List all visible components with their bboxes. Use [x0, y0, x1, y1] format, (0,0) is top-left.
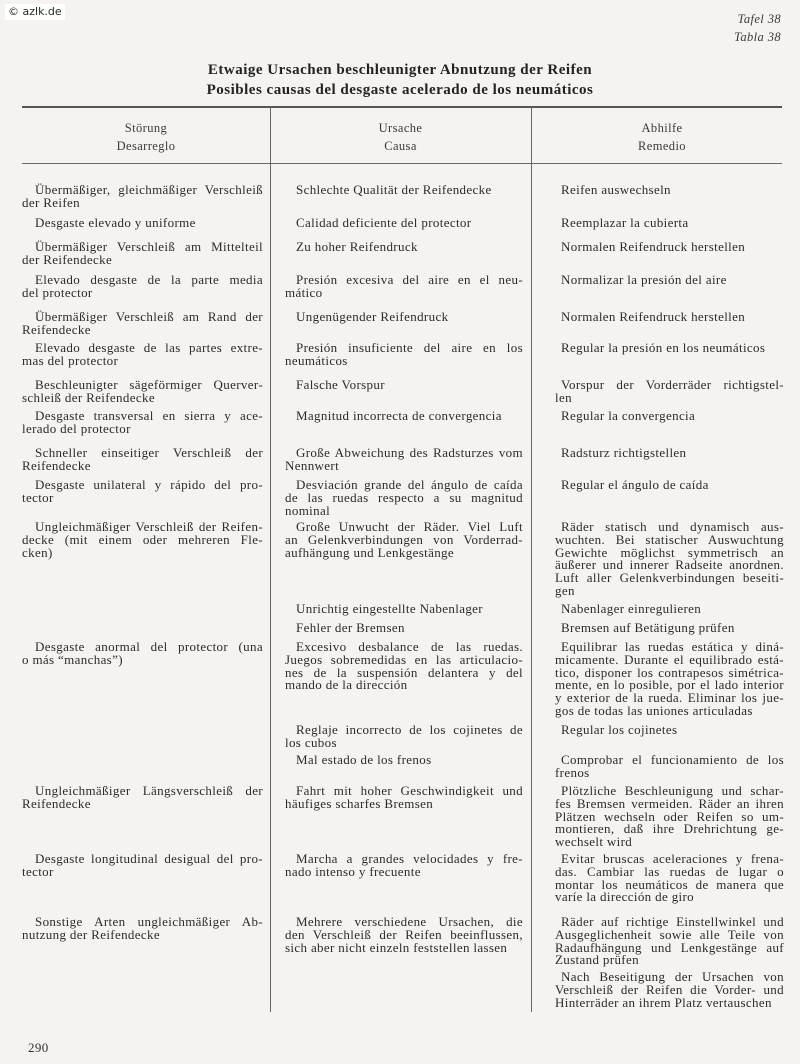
- text-line: Mal estado de los frenos: [296, 752, 432, 767]
- abhilfe-cell: [555, 379, 784, 405]
- text-line: varíe la dirección de giro: [555, 889, 695, 905]
- ursache-cell: [285, 342, 523, 368]
- text-line: mas del protector: [22, 352, 119, 368]
- watermark-text: © azlk.de: [5, 4, 65, 20]
- text-line: mente, en lo posible, por el lado interior: [555, 677, 784, 693]
- text-line: Ungleichmäßiger Verschleiß der Reifen-: [35, 519, 263, 534]
- ursache-cell: [285, 274, 523, 300]
- text-line: Fahrt mit hoher Geschwindigkeit und: [296, 783, 523, 798]
- abhilfe-cell: [555, 447, 784, 460]
- ursache-cell: [285, 603, 523, 616]
- ursache-cell: [285, 241, 523, 254]
- text-line: wuchten. Bei statischer Auswuchtung: [555, 531, 784, 547]
- stoerung-cell: [22, 479, 263, 505]
- abhilfe-cell: [555, 622, 784, 635]
- text-line: tico, disponer los contrapesos simétrica-: [555, 664, 784, 680]
- text-line: Desgaste elevado y uniforme: [35, 215, 196, 230]
- text-line: Desgaste unilateral y rápido del pro-: [35, 477, 263, 492]
- text-line: Reifen auswechseln: [561, 182, 671, 197]
- ursache-cell: [285, 217, 523, 230]
- table-number-de: Tafel 38: [737, 12, 781, 26]
- text-line: Ungleichmäßiger Längsverschleiß der: [35, 783, 263, 798]
- text-line: Gewichte möglichst symmetrisch an: [555, 544, 784, 560]
- ursache-cell: [285, 521, 523, 559]
- text-line: Plötzliche Beschleunigung und schar-: [561, 783, 784, 798]
- text-line: de las ruedas respecto a su magnitud: [285, 489, 523, 505]
- text-line: len: [555, 389, 572, 405]
- ursache-cell: [285, 622, 523, 635]
- text-line: Übermäßiger, gleichmäßiger Verschleiß: [35, 182, 263, 197]
- stoerung-cell: [22, 342, 263, 368]
- column-header-label-de: Störung: [124, 121, 168, 135]
- text-line: Reifendecke: [22, 321, 91, 337]
- stoerung-cell: [22, 217, 263, 230]
- abhilfe-cell: [555, 754, 784, 780]
- text-line: Radaufhängung und Lenkgestänge auf: [555, 939, 784, 955]
- ursache-cell: [285, 754, 523, 767]
- text-line: neumáticos: [285, 352, 348, 368]
- stoerung-cell: [22, 916, 263, 942]
- stoerung-cell: [22, 184, 263, 210]
- text-line: mático: [285, 284, 323, 300]
- text-line: Regular el ángulo de caída: [561, 477, 709, 492]
- text-line: tector: [22, 863, 54, 879]
- text-line: Große Abweichung des Radsturzes vom: [296, 445, 523, 460]
- text-line: los cubos: [285, 734, 337, 750]
- text-line: das. Cambiar las ruedas de lugar o: [555, 863, 784, 879]
- column-header-label-de: Abhilfe: [641, 121, 683, 135]
- abhilfe-cell: [555, 342, 784, 355]
- abhilfe-cell: [555, 479, 784, 492]
- text-line: micamente. Durante el equilibrado está-: [555, 651, 784, 667]
- text-line: schleiß der Reifendecke: [22, 389, 155, 405]
- text-line: nominal: [285, 502, 331, 518]
- text-line: Vorspur der Vorderräder richtigstel-: [561, 377, 784, 392]
- ursache-cell: [285, 785, 523, 811]
- text-line: Nennwert: [285, 457, 340, 473]
- text-line: Reifendecke: [22, 795, 91, 811]
- text-line: Radsturz richtigstellen: [561, 445, 687, 460]
- text-line: Schlechte Qualität der Reifendecke: [296, 182, 492, 197]
- text-line: der Reifen: [22, 194, 81, 210]
- text-line: lerado del protector: [22, 420, 131, 436]
- text-line: Magnitud incorrecta de convergencia: [296, 408, 502, 423]
- stoerung-cell: [22, 447, 263, 473]
- text-line: cken): [22, 544, 53, 560]
- abhilfe-cell: [555, 311, 784, 324]
- text-line: Comprobar el funcionamiento de los: [561, 752, 784, 767]
- page-title-es: Posibles causas del desgaste acelerado de los neumáticos: [206, 82, 594, 98]
- text-line: gos de todas las uniones articuladas: [555, 702, 753, 718]
- text-line: Räder auf richtige Einstellwinkel und: [561, 914, 784, 929]
- stoerung-cell: [22, 410, 263, 436]
- text-line: den Verschleiß der Reifen beeinflussen,: [285, 926, 523, 942]
- text-line: Regular la convergencia: [561, 408, 696, 423]
- text-line: häufiges scharfes Bremsen: [285, 795, 434, 811]
- text-line: gen: [555, 582, 575, 598]
- text-line: Mehrere verschiedene Ursachen, die: [296, 914, 523, 929]
- text-line: Große Unwucht der Räder. Viel Luft: [296, 519, 523, 534]
- text-line: tector: [22, 489, 54, 505]
- text-line: Nabenlager einregulieren: [561, 601, 702, 616]
- stoerung-cell: [22, 521, 263, 559]
- text-line: Ungenügender Reifendruck: [296, 309, 449, 324]
- ursache-cell: [285, 916, 523, 954]
- text-line: Presión excesiva del aire en el neu-: [296, 272, 523, 287]
- text-line: Reifendecke: [22, 457, 91, 473]
- abhilfe-cell: [555, 603, 784, 616]
- column-header-label-es: Remedio: [638, 139, 686, 153]
- text-line: Presión insuficiente del aire en los: [296, 340, 523, 355]
- text-line: Normalen Reifendruck herstellen: [561, 239, 746, 254]
- text-line: Fehler der Bremsen: [296, 620, 405, 635]
- text-line: Hinterräder an ihrem Platz vertauschen: [555, 994, 772, 1010]
- text-line: aufhängung und Lenkgestänge: [285, 544, 455, 560]
- text-line: Elevado desgaste de la parte media: [35, 272, 263, 287]
- abhilfe-cell: [555, 241, 784, 254]
- text-line: der Reifendecke: [22, 251, 113, 267]
- stoerung-cell: [22, 785, 263, 811]
- text-line: mando de la dirección: [285, 677, 408, 693]
- text-line: Desgaste transversal en sierra y ace-: [35, 408, 263, 423]
- abhilfe-cell: [555, 785, 784, 849]
- column-header-label-es: Desarreglo: [116, 139, 176, 153]
- text-line: an Gelenkverbindungen von Vorderrad-: [285, 531, 523, 547]
- ursache-cell: [285, 311, 523, 324]
- abhilfe-cell: [555, 641, 784, 718]
- text-line: Unrichtig eingestellte Nabenlager: [296, 601, 483, 616]
- ursache-cell: [285, 641, 523, 692]
- text-line: Zustand prüfen: [555, 952, 639, 968]
- text-line: Übermäßiger Verschleiß am Mittelteil: [35, 239, 263, 254]
- abhilfe-cell: [555, 410, 784, 423]
- text-line: Desgaste anormal del protector (una: [35, 639, 263, 654]
- text-line: Elevado desgaste de las partes extre-: [35, 340, 263, 355]
- text-line: Luft aller Gelenkverbindungen beseiti-: [555, 570, 784, 586]
- stoerung-cell: [22, 641, 263, 667]
- ursache-cell: [285, 410, 523, 423]
- text-line: frenos: [555, 764, 590, 780]
- ursache-cell: [285, 479, 523, 517]
- text-line: Zu hoher Reifendruck: [296, 239, 418, 254]
- abhilfe-cell: [555, 724, 784, 737]
- text-line: wechselt wird: [555, 834, 633, 850]
- text-line: montar los neumáticos de manera que: [555, 876, 784, 892]
- text-line: fes Bremsen vermeiden. Räder an ihren: [555, 795, 784, 811]
- abhilfe-cell: [555, 521, 784, 598]
- text-line: Räder statisch und dynamisch aus-: [561, 519, 784, 534]
- abhilfe-cell: [555, 971, 784, 1009]
- table-number-es: Tabla 38: [734, 30, 781, 44]
- abhilfe-cell: [555, 853, 784, 904]
- text-line: Marcha a grandes velocidades y fre-: [296, 851, 523, 866]
- text-line: Schneller einseitiger Verschleiß der: [35, 445, 263, 460]
- text-line: Reemplazar la cubierta: [561, 215, 689, 230]
- stoerung-cell: [22, 241, 263, 267]
- ursache-cell: [285, 379, 523, 392]
- text-line: Übermäßiger Verschleiß am Rand der: [35, 309, 263, 324]
- text-line: montieren, daß ihre Drehrichtung ge-: [555, 821, 784, 837]
- stoerung-cell: [22, 853, 263, 879]
- stoerung-cell: [22, 311, 263, 337]
- text-line: Verschleiß der Reifen die Vorder- und: [555, 981, 784, 997]
- text-line: o más “manchas”): [22, 651, 123, 667]
- text-line: Normalizar la presión del aire: [561, 272, 727, 287]
- text-line: Desviación grande del ángulo de caída: [296, 477, 523, 492]
- abhilfe-cell: [555, 184, 784, 197]
- text-line: Evitar bruscas aceleraciones y frena-: [561, 851, 784, 866]
- column-header-label-de: Ursache: [378, 121, 423, 135]
- ursache-cell: [285, 447, 523, 473]
- text-line: nutzung der Reifendecke: [22, 926, 160, 942]
- text-line: del protector: [22, 284, 93, 300]
- text-line: Falsche Vorspur: [296, 377, 385, 392]
- stoerung-cell: [22, 379, 263, 405]
- text-line: Reglaje incorrecto de los cojinetes de: [296, 722, 523, 737]
- ursache-cell: [285, 724, 523, 750]
- text-line: Equilibrar las ruedas estática y diná-: [561, 639, 784, 654]
- abhilfe-cell: [555, 217, 784, 230]
- text-line: Sonstige Arten ungleichmäßiger Ab-: [35, 914, 263, 929]
- text-line: Normalen Reifendruck herstellen: [561, 309, 746, 324]
- page-title-de: Etwaige Ursachen beschleunigter Abnutzung der Reifen: [207, 62, 593, 78]
- abhilfe-cell: [555, 274, 784, 287]
- ursache-cell: [285, 184, 523, 197]
- abhilfe-cell: [555, 916, 784, 967]
- text-line: Plätzen wechseln oder Reifen so um-: [555, 808, 784, 824]
- column-header-label-es: Causa: [384, 139, 417, 153]
- text-line: decke (mit einem oder mehreren Fle-: [22, 531, 263, 547]
- text-line: Juegos sobremedidas en las articulacio-: [285, 651, 523, 667]
- text-line: Beschleunigter sägeförmiger Querver-: [35, 377, 263, 392]
- text-line: Nach Beseitigung der Ursachen von: [561, 969, 784, 984]
- text-line: Desgaste longitudinal desigual del pro-: [35, 851, 263, 866]
- text-line: äußerer und innerer Radseite anordnen.: [555, 557, 784, 573]
- text-line: Regular los cojinetes: [561, 722, 678, 737]
- text-line: Ausgeglichenheit sowie alle Teile von: [555, 926, 784, 942]
- text-line: Regular la presión en los neumáticos: [561, 340, 766, 355]
- text-line: Calidad deficiente del protector: [296, 215, 472, 230]
- stoerung-cell: [22, 274, 263, 300]
- text-line: sich aber nicht einzeln feststellen lassen: [285, 939, 508, 955]
- text-line: y exterior de la rueda. Eliminar los jue-: [555, 690, 784, 706]
- text-line: nado intenso y frecuente: [285, 863, 421, 879]
- text-line: nes de la suspensión delantera y del: [285, 664, 523, 680]
- ursache-cell: [285, 853, 523, 879]
- page-number: 290: [28, 1040, 49, 1055]
- text-line: Excesivo desbalance de las ruedas.: [296, 639, 523, 654]
- text-line: Bremsen auf Betätigung prüfen: [561, 620, 735, 635]
